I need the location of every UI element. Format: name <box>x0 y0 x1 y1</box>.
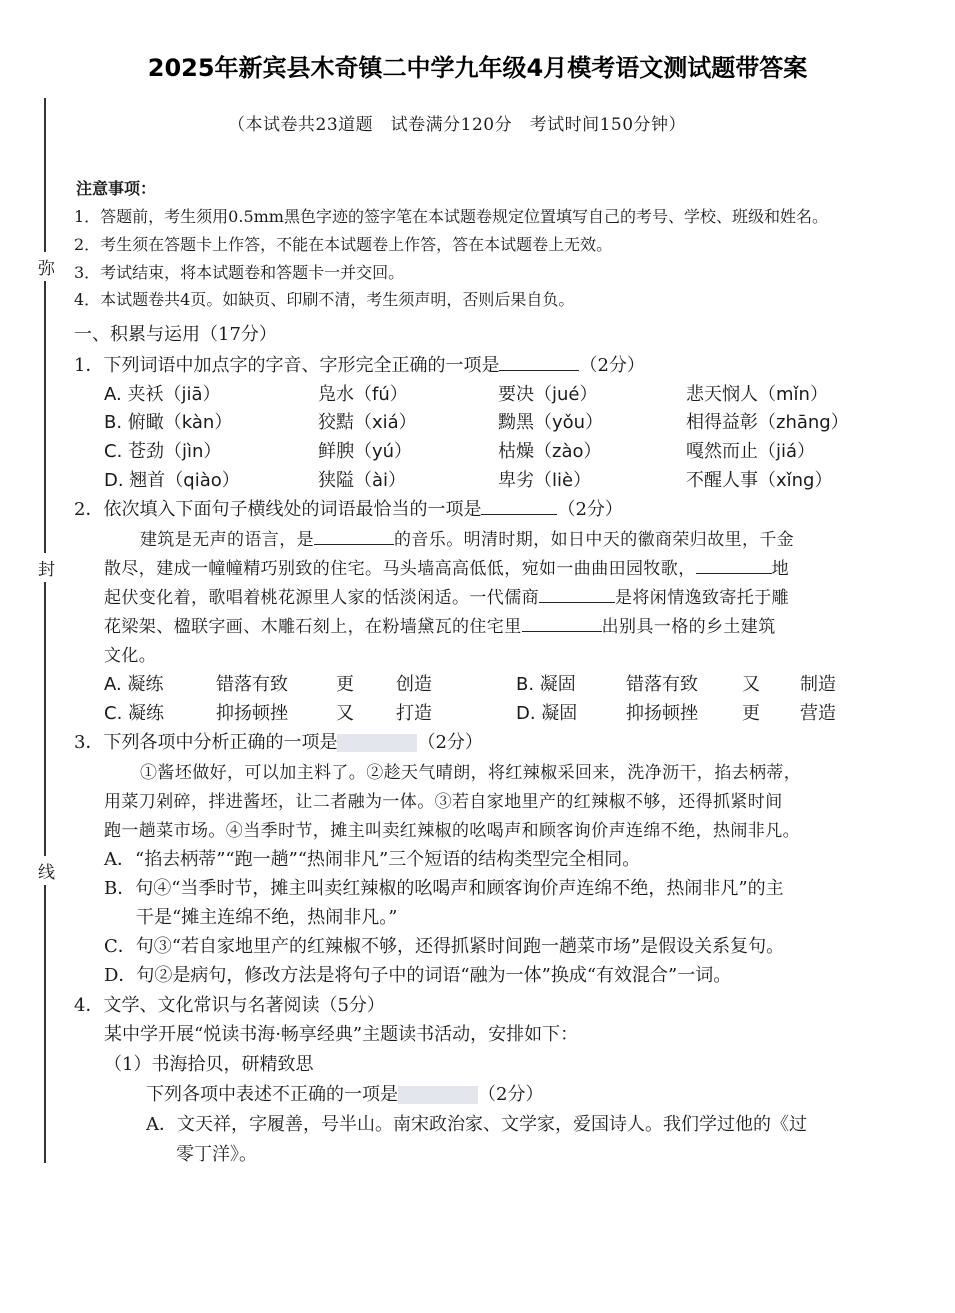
q2-blank-1[interactable] <box>314 530 394 545</box>
q1-option-c-4: 嘎然而止（jiá） <box>686 441 816 462</box>
q2-blank-3[interactable] <box>539 588 615 603</box>
q2-passage-line-1 <box>140 525 794 550</box>
q4-intro: 某中学开展“悦读书海·畅享经典”主题读书活动，安排如下： <box>104 1024 579 1045</box>
q4-sub1-stem <box>146 1080 543 1106</box>
q4-stem: 4．文学、文化常识与名著阅读（5分） <box>74 995 385 1016</box>
q1-option-a-2: 凫水（fú） <box>318 384 408 405</box>
q3-stem-text: 3．下列各项中分析正确的一项是 <box>74 732 338 753</box>
q2-option-d-1: D. 凝固 <box>516 703 578 724</box>
q3-option-b-line-2: 干是“摊主连绵不绝，热闹非凡。” <box>136 907 398 928</box>
q2-passage-line-3 <box>104 583 789 608</box>
q3-passage-line-1: ①酱坯做好，可以加主料了。②趁天气晴朗，将红辣椒采回来，洗净沥干，掐去柄蒂， <box>140 763 802 783</box>
q4-sub1-stem-text: 下列各项中表述不正确的一项是 <box>146 1084 398 1105</box>
q3-passage-line-2: 用菜刀剁碎，拌进酱坯，让二者融为一体。③若自家地里产的红辣椒不够，还得抓紧时间 <box>104 792 783 812</box>
q4-sub1-score: （2分） <box>478 1084 544 1105</box>
q2-answer-blank[interactable] <box>481 500 557 515</box>
q3-option-d: D．句②是病句，修改方法是将句子中的词语“融为一体”换成“有效混合”一词。 <box>104 965 732 986</box>
q2-option-a-2: 错落有致 <box>216 674 288 695</box>
notes-heading: 注意事项： <box>76 179 157 198</box>
q3-answer-blank[interactable] <box>337 734 417 752</box>
q3-score: （2分） <box>417 732 483 753</box>
q2-option-b-2: 错落有致 <box>626 674 698 695</box>
q2-passage-text: 出别具一格的乡土建筑 <box>601 617 776 637</box>
q2-passage-text: 花梁架、楹联字画、木雕石刻上，在粉墙黛瓦的住宅里 <box>104 617 522 637</box>
q2-blank-2[interactable] <box>696 559 772 574</box>
q2-passage-text: 起伏变化着，歌唱着桃花源里人家的恬淡闲适。一代儒商 <box>104 588 539 608</box>
q2-option-c-1: C. 凝练 <box>104 703 165 724</box>
margin-char-xian: 线 <box>38 856 55 885</box>
q2-passage-line-4 <box>104 612 776 637</box>
q1-option-b-4: 相得益彰（zhāng） <box>686 412 849 433</box>
q2-option-b-4: 制造 <box>800 674 836 695</box>
q2-passage-text: 是将闲情逸致寄托于雕 <box>615 588 789 608</box>
document-title: 2025年新宾县木奇镇二中学九年级4月模考语文测试题带答案 <box>147 54 808 82</box>
section-heading: 一、积累与运用（17分） <box>74 324 277 345</box>
q1-option-c-3: 枯燥（zào） <box>498 441 602 462</box>
q2-option-d-4: 营造 <box>800 703 836 724</box>
notes-item-2: 2．考生须在答题卡上作答，不能在本试题卷上作答，答在本试题卷上无效。 <box>74 235 613 254</box>
q4-sub1-option-a-line-1: A．文天祥，字履善，号半山。南宋政治家、文学家，爱国诗人。我们学过他的《过 <box>146 1114 807 1135</box>
q2-option-b-1: B. 凝固 <box>516 674 576 695</box>
q3-option-a: A．“掐去柄蒂”“跑一趟”“热闹非凡”三个短语的结构类型完全相同。 <box>104 849 641 870</box>
q2-stem <box>74 495 623 521</box>
q2-option-a-1: A. 凝练 <box>104 674 164 695</box>
q1-option-b-2: 狡黠（xiá） <box>318 412 417 433</box>
q2-stem-text: 2．依次填入下面句子横线处的词语最恰当的一项是 <box>74 499 482 520</box>
q1-score: （2分） <box>579 355 645 376</box>
q2-option-a-4: 创造 <box>396 674 432 695</box>
q3-option-c: C．句③“若自家地里产的红辣椒不够，还得抓紧时间跑一趟菜市场”是假设关系复句。 <box>104 936 785 957</box>
q1-stem-text: 1．下列词语中加点字的字音、字形完全正确的一项是 <box>74 355 500 376</box>
q4-sub1-answer-blank[interactable] <box>398 1086 478 1104</box>
margin-char-mi: 弥 <box>38 252 55 281</box>
q2-passage-line-5: 文化。 <box>104 646 157 666</box>
q1-option-a-1: A. 夹袄（jiā） <box>104 384 221 405</box>
exam-subtitle: （本试卷共23道题 试卷满分120分 考试时间150分钟） <box>228 115 687 135</box>
q1-option-c-2: 鲜腴（yú） <box>318 441 413 462</box>
q2-passage-text: 的音乐。明清时期，如日中天的徽商荣归故里，千金 <box>394 530 795 550</box>
q1-option-a-4: 悲天悯人（mǐn） <box>686 384 828 405</box>
q2-option-a-3: 更 <box>336 674 354 695</box>
margin-char-feng: 封 <box>38 553 55 582</box>
q1-option-d-1: D. 翘首（qiào） <box>104 470 240 491</box>
q1-answer-blank[interactable] <box>499 356 579 371</box>
q2-option-c-3: 又 <box>336 703 354 724</box>
notes-item-3: 3．考试结束，将本试题卷和答题卡一并交回。 <box>74 263 405 282</box>
q2-passage-text: 建筑是无声的语言，是 <box>140 530 314 550</box>
q1-stem <box>74 351 645 377</box>
q2-option-d-2: 抑扬顿挫 <box>626 703 698 724</box>
q3-passage-line-3: 跑一趟菜市场。④当季时节，摊主叫卖红辣椒的吆喝声和顾客询价声连绵不绝，热闹非凡。 <box>104 821 800 841</box>
q2-passage-text: 地 <box>771 559 790 579</box>
q2-option-b-3: 又 <box>742 674 760 695</box>
q2-option-d-3: 更 <box>742 703 760 724</box>
notes-item-1: 1．答题前，考生须用0.5mm黑色字迹的签字笔在本试题卷规定位置填写自己的考号、学校、班级和姓名。 <box>74 207 828 226</box>
q1-option-c-1: C. 苍劲（jìn） <box>104 441 222 462</box>
q2-option-c-2: 抑扬顿挫 <box>216 703 288 724</box>
q2-blank-4[interactable] <box>522 617 602 632</box>
q1-option-a-3: 要决（jué） <box>498 384 598 405</box>
q1-option-b-1: B. 俯瞰（kàn） <box>104 412 233 433</box>
q1-option-b-3: 黝黑（yǒu） <box>498 412 604 433</box>
q4-sub1-heading: （1）书海拾贝，研精致思 <box>104 1054 314 1075</box>
notes-item-4: 4．本试题卷共4页。如缺页、印刷不清，考生须声明，否则后果自负。 <box>74 290 575 309</box>
q2-passage-text: 散尽，建成一幢幢精巧别致的住宅。马头墙高高低低，宛如一曲曲田园牧歌， <box>104 559 696 579</box>
q1-option-d-4: 不醒人事（xǐng） <box>686 470 833 491</box>
q4-sub1-option-a-line-2: 零丁洋》。 <box>176 1144 257 1165</box>
q3-stem <box>74 728 483 754</box>
q2-score: （2分） <box>557 499 623 520</box>
q2-option-c-4: 打造 <box>396 703 432 724</box>
q2-passage-line-2 <box>104 554 789 579</box>
q3-option-b-line-1: B．句④“当季时节，摊主叫卖红辣椒的吆喝声和顾客询价声连绵不绝，热闹非凡”的主 <box>104 878 784 899</box>
q1-option-d-2: 狭隘（ài） <box>318 470 407 491</box>
q1-option-d-3: 卑劣（liè） <box>498 470 592 491</box>
